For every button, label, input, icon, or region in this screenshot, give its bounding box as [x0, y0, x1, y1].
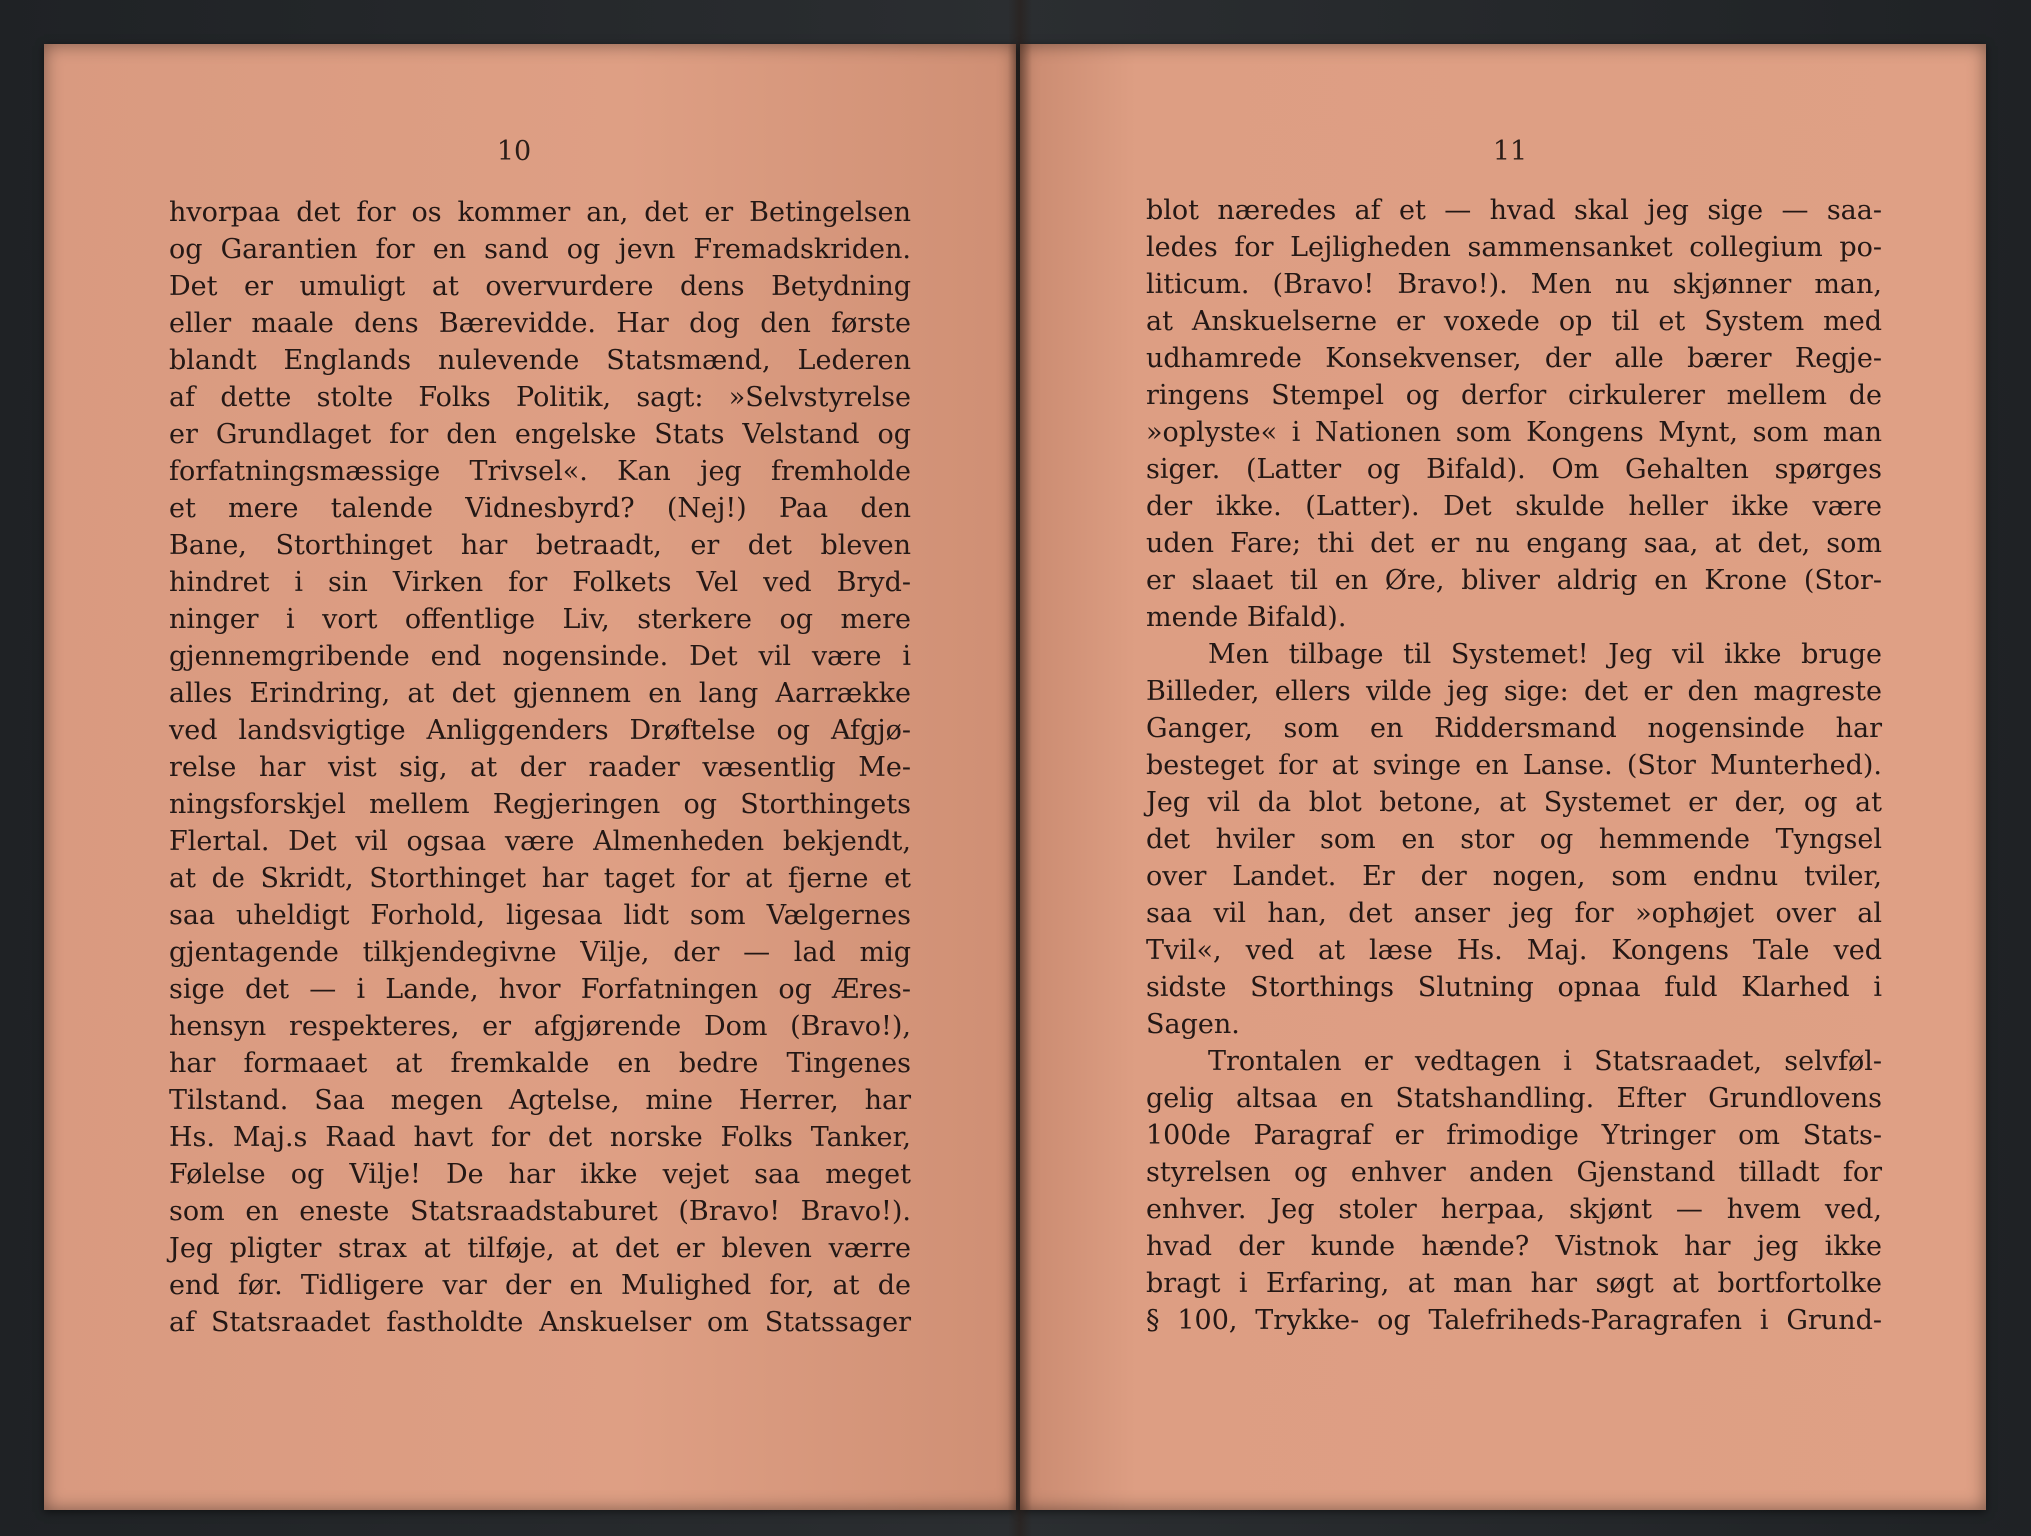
text-line: Jeg vil da blot betone, at Systemet er der, og at — [1146, 787, 1882, 818]
text-line: eller maale dens Bærevidde. Har dog den første — [169, 308, 911, 339]
right-page — [1020, 44, 1986, 1510]
text-line: styrelsen og enhver anden Gjenstand tilladt for — [1146, 1157, 1882, 1188]
text-line: det hviler som en stor og hemmende Tyngsel — [1146, 824, 1882, 855]
text-line: Følelse og Vilje! De har ikke vejet saa meget — [169, 1159, 911, 1190]
text-line: et mere talende Vidnesbyrd? (Nej!) Paa den — [169, 493, 911, 524]
text-line: Jeg pligter strax at tilføje, at det er bleven værre — [169, 1233, 911, 1264]
text-line: § 100, Trykke- og Talefriheds-Paragrafen i Grund- — [1146, 1305, 1882, 1336]
text-line: er Grundlaget for den engelske Stats Velstand og — [169, 419, 911, 450]
text-line: af Statsraadet fastholdte Anskuelser om Statssager — [169, 1307, 911, 1338]
text-line: Sagen. — [1146, 1009, 1240, 1040]
text-line: og Garantien for en sand og jevn Fremadskriden. — [169, 234, 911, 265]
text-line: ningsforskjel mellem Regjeringen og Storthingets — [169, 789, 911, 820]
text-line: gjentagende tilkjendegivne Vilje, der — lad mig — [169, 937, 911, 968]
text-line: gjennemgribende end nogensinde. Det vil være i — [169, 641, 911, 672]
text-line: udhamrede Konsekvenser, der alle bærer Regje- — [1146, 343, 1882, 374]
text-line: Flertal. Det vil ogsaa være Almenheden bekjendt, — [169, 826, 911, 857]
page-number: 11 — [1492, 136, 1528, 167]
text-line: ledes for Lejligheden sammensanket collegium po- — [1146, 232, 1882, 263]
text-line: er slaaet til en Øre, bliver aldrig en Krone (Stor- — [1146, 565, 1882, 596]
text-line: Billeder, ellers vilde jeg sige: det er den magreste — [1146, 676, 1882, 707]
text-line: Ganger, som en Riddersmand nogensinde har — [1146, 713, 1882, 744]
text-line: Det er umuligt at overvurdere dens Betydning — [169, 271, 911, 302]
text-line: blot næredes af et — hvad skal jeg sige — saa- — [1146, 195, 1882, 226]
text-line: hvorpaa det for os kommer an, det er Betingelsen — [169, 197, 911, 228]
text-line: ved landsvigtige Anliggenders Drøftelse og Afgjø- — [169, 715, 911, 746]
text-line: Trontalen er vedtagen i Statsraadet, selvføl- — [1208, 1046, 1882, 1077]
text-line: alles Erindring, at det gjennem en lang Aarrække — [169, 678, 911, 709]
text-line: saa uheldigt Forhold, ligesaa lidt som Vælgernes — [169, 900, 911, 931]
text-line: Hs. Maj.s Raad havt for det norske Folks Tanker, — [169, 1122, 911, 1153]
text-line: Tilstand. Saa megen Agtelse, mine Herrer, har — [169, 1085, 911, 1116]
text-line: ninger i vort offentlige Liv, sterkere og mere — [169, 604, 911, 635]
text-line: Bane, Storthinget har betraadt, er det bleven — [169, 530, 911, 561]
text-line: bragt i Erfaring, at man har søgt at bortfortolke — [1146, 1268, 1882, 1299]
text-line: besteget for at svinge en Lanse. (Stor Munterhed). — [1146, 750, 1882, 781]
text-line: sidste Storthings Slutning opnaa fuld Klarhed i — [1146, 972, 1882, 1003]
page-text — [169, 194, 911, 1341]
left-page — [44, 44, 1016, 1510]
text-line: gelig altsaa en Statshandling. Efter Grundlovens — [1146, 1083, 1882, 1114]
text-line: at de Skridt, Storthinget har taget for at fjerne et — [169, 863, 911, 894]
text-line: hensyn respekteres, er afgjørende Dom (Bravo!), — [169, 1011, 911, 1042]
text-line: Tvil«, ved at læse Hs. Maj. Kongens Tale ved — [1146, 935, 1882, 966]
text-line: over Landet. Er der nogen, som endnu tviler, — [1146, 861, 1882, 892]
text-line: der ikke. (Latter). Det skulde heller ikke være — [1146, 491, 1882, 522]
text-line: sige det — i Lande, hvor Forfatningen og Æres- — [169, 974, 911, 1005]
page-number: 10 — [496, 136, 532, 167]
text-line: siger. (Latter og Bifald). Om Gehalten spørges — [1146, 454, 1882, 485]
page-text — [1146, 192, 1882, 1339]
text-line: 100de Paragraf er frimodige Ytringer om Stats- — [1146, 1120, 1882, 1151]
book-gutter — [1008, 0, 1032, 1536]
text-line: forfatningsmæssige Trivsel«. Kan jeg fremholde — [169, 456, 911, 487]
text-line: uden Fare; thi det er nu engang saa, at det, som — [1146, 528, 1882, 559]
text-line: liticum. (Bravo! Bravo!). Men nu skjønner man, — [1146, 269, 1882, 300]
text-line: som en eneste Statsraadstaburet (Bravo! Bravo!). — [169, 1196, 911, 1227]
text-line: at Anskuelserne er voxede op til et System med — [1146, 306, 1882, 337]
text-line: blandt Englands nulevende Statsmænd, Lederen — [169, 345, 911, 376]
text-line: mende Bifald). — [1146, 602, 1347, 633]
text-line: hindret i sin Virken for Folkets Vel ved Bryd- — [169, 567, 911, 598]
text-line: har formaaet at fremkalde en bedre Tingenes — [169, 1048, 911, 1079]
text-line: saa vil han, det anser jeg for »ophøjet over al — [1146, 898, 1882, 929]
text-line: »oplyste« i Nationen som Kongens Mynt, som man — [1146, 417, 1882, 448]
text-line: Men tilbage til Systemet! Jeg vil ikke bruge — [1208, 639, 1882, 670]
text-line: ringens Stempel og derfor cirkulerer mellem de — [1146, 380, 1882, 411]
text-line: end før. Tidligere var der en Mulighed for, at de — [169, 1270, 911, 1301]
text-line: enhver. Jeg stoler herpaa, skjønt — hvem ved, — [1146, 1194, 1882, 1225]
text-line: relse har vist sig, at der raader væsentlig Me- — [169, 752, 911, 783]
text-line: hvad der kunde hænde? Vistnok har jeg ikke — [1146, 1231, 1882, 1262]
text-line: af dette stolte Folks Politik, sagt: »Selvstyrelse — [169, 382, 911, 413]
